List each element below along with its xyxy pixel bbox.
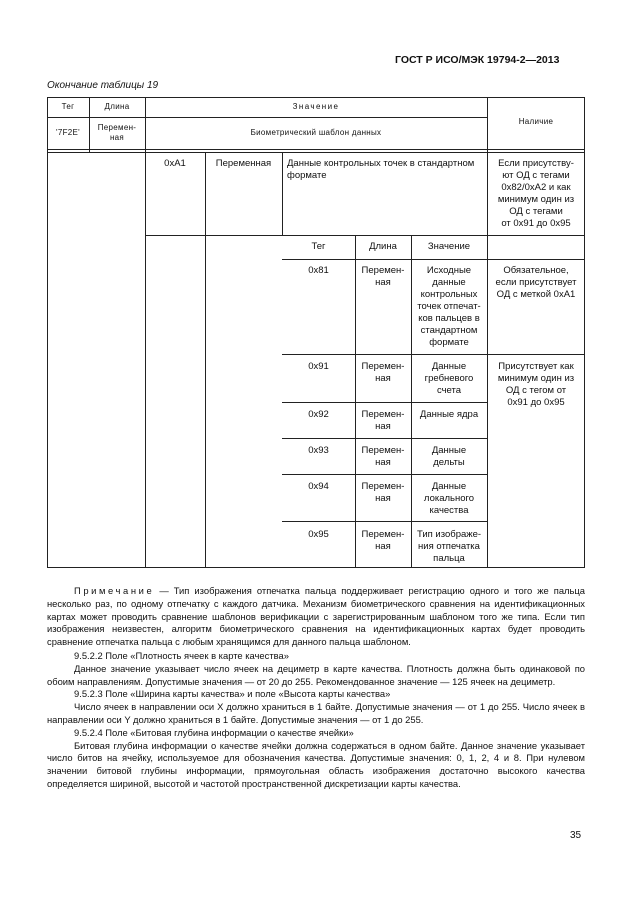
sub-row-length: Перемен- ная bbox=[361, 445, 405, 468]
sub-hdr-value: Значение bbox=[427, 241, 471, 252]
page-number: 35 bbox=[570, 830, 582, 841]
body-text bbox=[47, 650, 585, 791]
hdr-length-value: Перемен- ная bbox=[97, 123, 137, 142]
sub-row-value: Данные гребневого счета bbox=[424, 361, 474, 396]
sub-table-top bbox=[145, 235, 585, 236]
table-19 bbox=[47, 97, 585, 568]
sub-row-presence: Обязательное, если присутствует ОД с меткой 0xA1 bbox=[495, 265, 577, 300]
hdr-presence: Наличие bbox=[518, 117, 554, 126]
table-border-left bbox=[47, 97, 48, 568]
sub-row-tag: 0x95 bbox=[308, 529, 329, 540]
sub-row-div-2 bbox=[282, 402, 487, 403]
sub-row-tag: 0x81 bbox=[308, 265, 329, 276]
sub-row-length: Перемен- ная bbox=[361, 361, 405, 384]
sub-row-tag: 0x93 bbox=[308, 445, 329, 456]
note-label: Примечание bbox=[74, 585, 155, 596]
sub-row-value: Данные локального качества bbox=[423, 481, 475, 516]
sub-row-length: Перемен- ная bbox=[361, 529, 405, 552]
paragraph: Битовая глубина информации о качестве ячейки должна содержаться в одном байте. Данное значение указывает число битов на ячейку, используемое для обозначения качества. Допустимые значения: 0, 1, 2, 4 и 8. При нулевом значении битовой глубины информации, прямоугольная область изображения достаточно высокого качества определяется шириной, высотой и частотой пространственной дискретизации карты качества. bbox=[47, 739, 585, 789]
sub-row-div-3 bbox=[282, 438, 487, 439]
section-heading: 9.5.2.3 Поле «Ширина карты качества» и поле «Высота карты качества» bbox=[74, 688, 391, 700]
table-border-bottom bbox=[47, 567, 585, 568]
sub-hdr-tag: Тег bbox=[311, 241, 326, 252]
section-heading: 9.5.2.4 Поле «Битовая глубина информации о качестве ячейки» bbox=[74, 726, 354, 738]
hdr-value-desc: Биометрический шаблон данных bbox=[250, 128, 382, 137]
row-a1-tag: 0xA1 bbox=[164, 158, 186, 169]
sub-row-tag: 0x92 bbox=[308, 409, 329, 420]
row-a1-value: Данные контрольных точек в стандартном формате bbox=[287, 158, 475, 181]
sub-hdr-divider bbox=[282, 259, 585, 260]
table-border-top bbox=[47, 97, 585, 98]
header-divider-2b bbox=[47, 152, 585, 153]
sub-row-length: Перемен- ная bbox=[361, 481, 405, 504]
sub-row-div-5 bbox=[282, 521, 487, 522]
sub-row-presence: Присутствует как минимум один из ОД с тегом от 0x91 до 0x95 bbox=[497, 361, 575, 408]
paragraph: Данное значение указывает число ячеек на дециметр в карте качества. Плотность должна быть одинаковой по обоим направлениям. Допустимые значения — от 20 до 255. Рекомендованное значение — 125 ячеек на дециметр. bbox=[47, 662, 585, 687]
document-header: ГОСТ Р ИСО/МЭК 19794-2—2013 bbox=[395, 54, 560, 66]
hdr-value: Значение bbox=[292, 102, 340, 111]
hdr-tag: Тег bbox=[61, 102, 75, 111]
sub-row-tag: 0x94 bbox=[308, 481, 329, 492]
row-a1-presence: Если присутству- ют ОД с тегами 0x82/0xA2 и как минимум один из ОД с тегами от 0x91 до 0x95 bbox=[497, 158, 575, 229]
sub-row-length: Перемен- ная bbox=[361, 409, 405, 432]
section-heading: 9.5.2.2 Поле «Плотность ячеек в карте качества» bbox=[74, 650, 289, 661]
table-caption: Окончание таблицы 19 bbox=[47, 80, 159, 91]
header-divider-2 bbox=[47, 149, 585, 150]
sub-row-div-4 bbox=[282, 474, 487, 475]
note-text: — Тип изображения отпечатка пальца поддерживает регистрацию одного и того же пальца несколько раз, по одному отпечатку с каждого датчика. Механизм биометрического сравнения на идентификационных картах может проводить сравнение шаблонов верификации с зарегистрированным шаблоном того же типа. Если тип изображения неизвестен, алгоритм биометрического сравнения на идентификационных картах будет проводить сравнение отпечатка пальца с любым хранящимся для данного пальца шаблоном. bbox=[47, 585, 585, 648]
sub-row-value: Исходные данные контрольных точек отпечат- ков пальцев в стандартном формате bbox=[417, 265, 481, 348]
sub-row-value: Данные дельты bbox=[431, 445, 467, 468]
sub-row-div-1 bbox=[282, 354, 585, 355]
paragraph: Число ячеек в направлении оси X должно храниться в 1 байте. Допустимые значения — от 1 до 255. Число ячеек в направлении оси Y должно храниться в 1 байте. Допустимые значения — от 1 до 255. bbox=[47, 701, 585, 725]
table-note bbox=[47, 585, 585, 649]
sub-row-value: Тип изображе- ния отпечатка пальца bbox=[416, 529, 482, 564]
sub-row-length: Перемен- ная bbox=[361, 265, 405, 288]
hdr-length: Длина bbox=[104, 102, 130, 111]
hdr-tag-value: '7F2E' bbox=[56, 128, 80, 137]
sub-row-value: Данные ядра bbox=[419, 409, 479, 420]
sub-row-tag: 0x91 bbox=[308, 361, 329, 372]
row-a1-length: Переменная bbox=[215, 158, 272, 169]
col-line-3 bbox=[205, 152, 206, 568]
header-divider-1 bbox=[47, 117, 487, 118]
col-line-4 bbox=[282, 152, 283, 235]
sub-hdr-length: Длина bbox=[369, 241, 397, 252]
